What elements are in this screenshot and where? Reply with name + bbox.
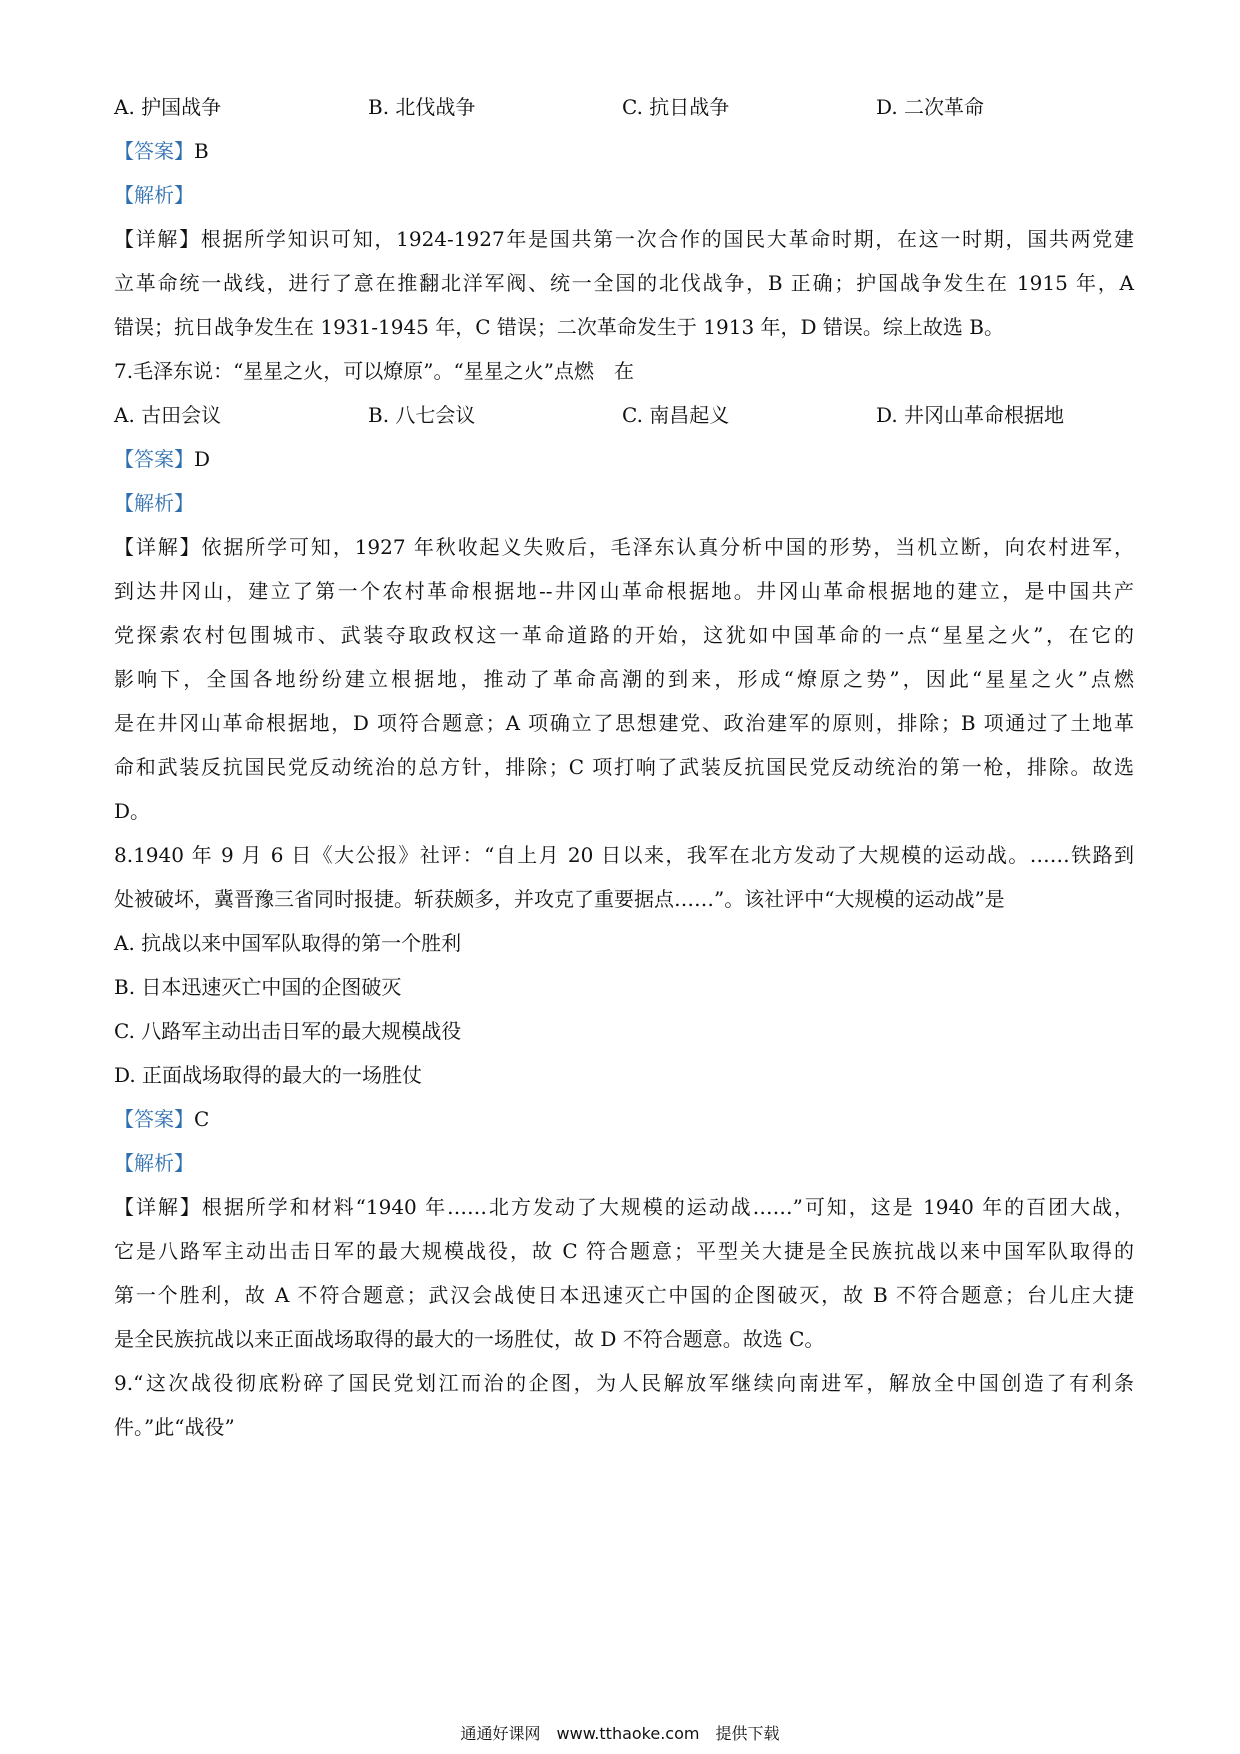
q7-option-c: C. 南昌起义	[622, 403, 730, 427]
q7-answer	[114, 444, 1134, 474]
q8-detail-text: 根据所学和材料“1940 年……北方发动了大规模的运动战……”可知，这是 1940 年的百团大战，	[201, 1195, 1134, 1219]
analysis-tag: 【解析】	[114, 183, 194, 207]
q7-detail-line: 到达井冈山，建立了第一个农村革命根据地--井冈山革命根据地。井冈山革命根据地的建立，是中国共产	[114, 579, 1134, 603]
detail-tag: 【详解】	[114, 227, 201, 251]
q6-answer	[114, 136, 1134, 166]
q8-detail-line: 是全民族抗战以来正面战场取得的最大的一场胜仗，故 D 不符合题意。故选 C。	[114, 1327, 825, 1351]
q6-option-a: A. 护国战争	[114, 95, 222, 119]
q6-detail-line	[114, 224, 1134, 254]
analysis-tag: 【解析】	[114, 1151, 194, 1175]
q8-option-c: C. 八路军主动出击日军的最大规模战役	[114, 1019, 462, 1043]
detail-tag: 【详解】	[114, 535, 202, 559]
q6-option-c: C. 抗日战争	[622, 95, 730, 119]
q8-detail-line	[114, 1192, 1134, 1222]
q9-question-line: 9.“这次战役彻底粉碎了国民党划江而治的企图，为人民解放军继续向南进军，解放全中国创造了有利条	[114, 1371, 1134, 1395]
q7-question: 7.毛泽东说：“星星之火，可以燎原”。“星星之火”点燃 在	[114, 359, 634, 383]
q6-option-b: B. 北伐战争	[368, 95, 476, 119]
q7-detail-line	[114, 532, 1134, 562]
q7-option-d: D. 井冈山革命根据地	[876, 403, 1065, 427]
q7-detail-line: 党探索农村包围城市、武装夺取政权这一革命道路的开始，这犹如中国革命的一点“星星之火”，在它的	[114, 623, 1134, 647]
q8-option-a: A. 抗战以来中国军队取得的第一个胜利	[114, 931, 462, 955]
q8-answer	[114, 1104, 1134, 1134]
page-footer: 通通好课网 www.tthaoke.com 提供下载	[460, 1724, 780, 1743]
q6-analysis	[114, 180, 1134, 210]
q8-question-line: 处被破坏，冀晋豫三省同时报捷。斩获颇多，并攻克了重要据点……”。该社评中“大规模的运动战”是	[114, 887, 1005, 911]
q8-analysis	[114, 1148, 1134, 1178]
q6-detail-line: 立革命统一战线，进行了意在推翻北洋军阀、统一全国的北伐战争，B 正确；护国战争发生在 1915 年，A	[114, 271, 1134, 295]
q6-options	[114, 92, 1134, 122]
q9-question-line: 件。”此“战役”	[114, 1415, 235, 1439]
q7-option-b: B. 八七会议	[368, 403, 476, 427]
q7-options	[114, 400, 1134, 430]
q7-detail-line: 是在井冈山革命根据地，D 项符合题意；A 项确立了思想建党、政治建军的原则，排除；B 项通过了土地革	[114, 711, 1134, 735]
q7-detail-line: 命和武装反抗国民党反动统治的总方针，排除；C 项打响了武装反抗国民党反动统治的第一枪，排除。故选	[114, 755, 1134, 779]
q7-answer-value: D	[194, 447, 211, 471]
q7-option-a: A. 古田会议	[114, 403, 222, 427]
q7-analysis	[114, 488, 1134, 518]
q8-option-b: B. 日本迅速灭亡中国的企图破灭	[114, 975, 402, 999]
q7-detail-text: 依据所学可知，1927 年秋收起义失败后，毛泽东认真分析中国的形势，当机立断，向农村进军，	[201, 535, 1134, 559]
analysis-tag: 【解析】	[114, 491, 194, 515]
q6-option-d: D. 二次革命	[876, 95, 985, 119]
detail-tag: 【详解】	[114, 1195, 202, 1219]
q8-detail-line: 第一个胜利，故 A 不符合题意；武汉会战使日本迅速灭亡中国的企图破灭，故 B 不符合题意；台儿庄大捷	[114, 1283, 1134, 1307]
q8-option-d: D. 正面战场取得的最大的一场胜仗	[114, 1063, 423, 1087]
answer-tag: 【答案】	[114, 447, 194, 471]
q8-detail-line: 它是八路军主动出击日军的最大规模战役，故 C 符合题意；平型关大捷是全民族抗战以来中国军队取得的	[114, 1239, 1134, 1263]
q8-question-line: 8.1940 年 9 月 6 日《大公报》社评：“自上月 20 日以来，我军在北方发动了大规模的运动战。……铁路到	[114, 843, 1134, 867]
answer-tag: 【答案】	[114, 1107, 194, 1131]
q8-answer-value: C	[194, 1107, 210, 1131]
q6-answer-value: B	[194, 139, 209, 163]
q6-detail-line: 错误；抗日战争发生在 1931-1945 年，C 错误；二次革命发生于 1913 年，D 错误。综上故选 B。	[114, 315, 1004, 339]
answer-tag: 【答案】	[114, 139, 194, 163]
q7-detail-line: 影响下，全国各地纷纷建立根据地，推动了革命高潮的到来，形成“燎原之势”，因此“星星之火”点燃	[114, 667, 1134, 691]
q7-detail-line: D。	[114, 799, 151, 823]
q6-detail-text: 根据所学知识可知，1924-1927年是国共第一次合作的国民大革命时期，在这一时期，国共两党建	[200, 227, 1135, 251]
